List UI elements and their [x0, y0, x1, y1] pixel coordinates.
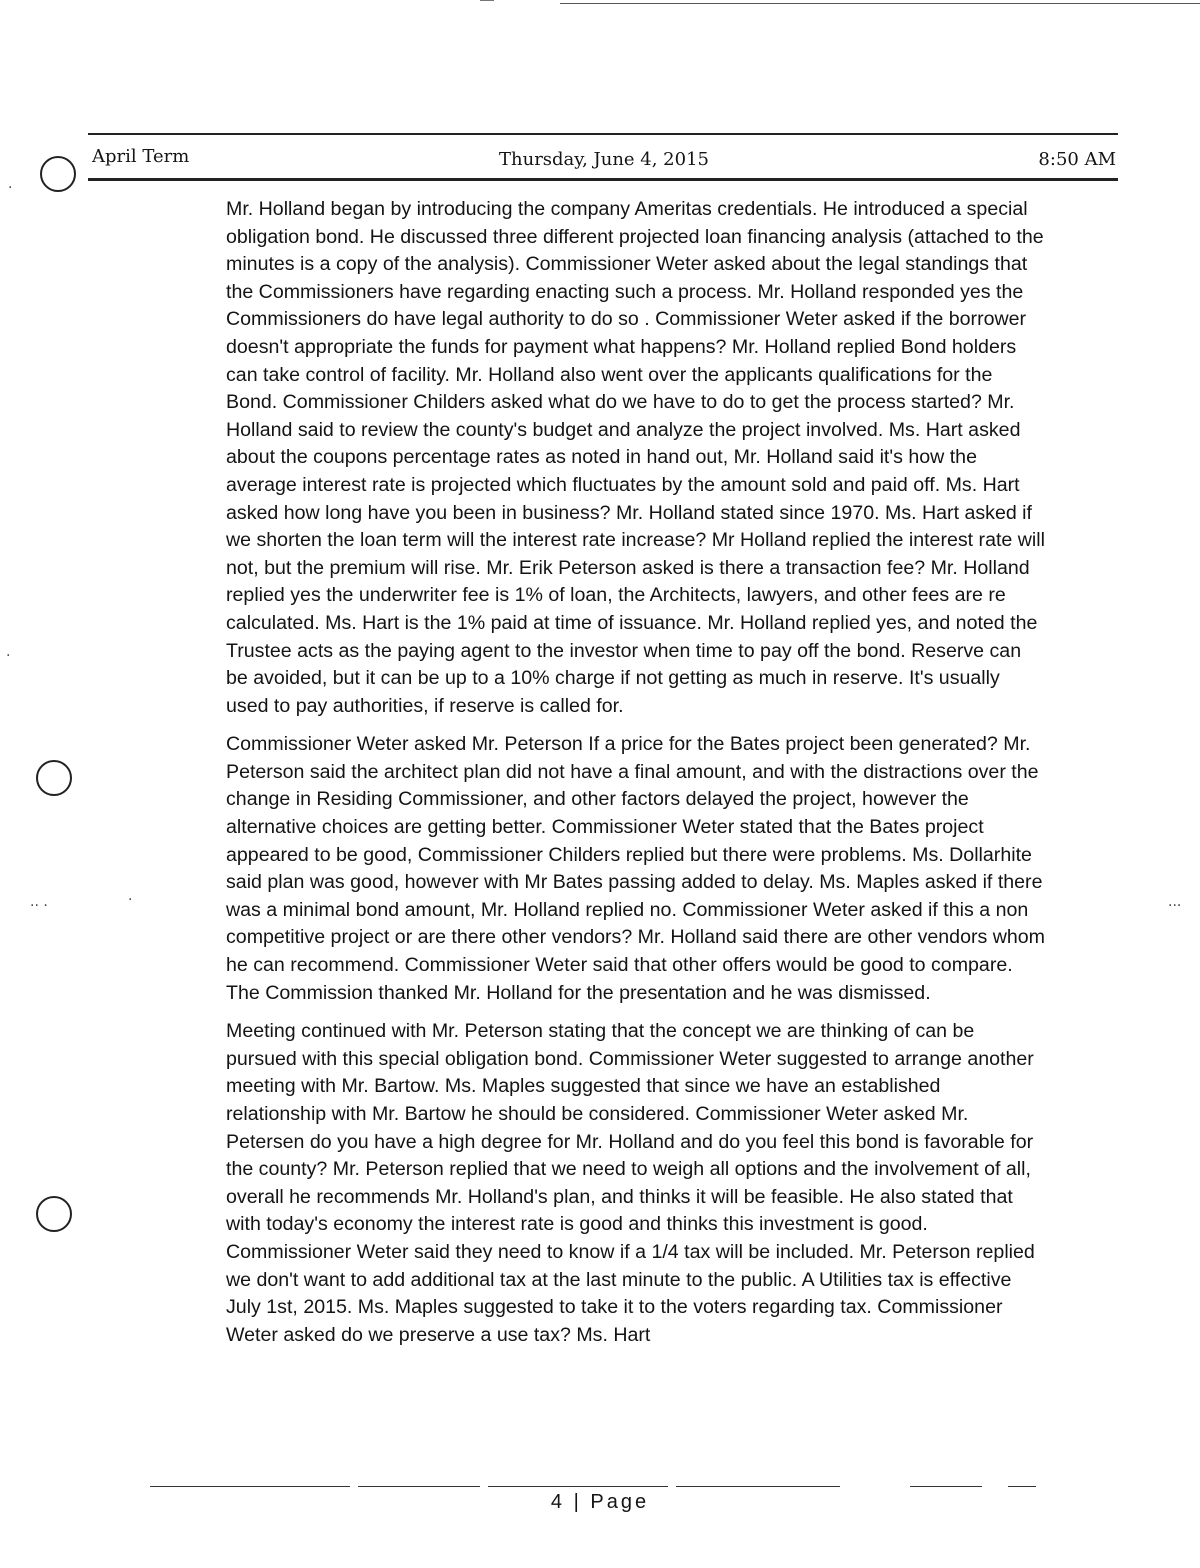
binder-hole-icon	[36, 760, 72, 796]
header-rule-top	[88, 133, 1118, 135]
binder-hole-icon	[40, 156, 76, 192]
footer-rule	[358, 1486, 480, 1487]
header-time: 8:50 AM	[1038, 149, 1116, 170]
scan-speck: ·	[8, 180, 13, 196]
paragraph: Mr. Holland began by introducing the company Ameritas credentials. He introduced a special obligation bond. He discussed three different projected loan financing analysis (attached to the minutes is a copy of the analysis). Commissioner Weter asked about the legal standings that the Commissioners have regarding enacting such a process. Mr. Holland responded yes the Commissioners do have legal authority to do so . Commissioner Weter asked if the borrower doesn't appropriate the funds for payment what happens? Mr. Holland replied Bond holders can take control of facility. Mr. Holland also went over the applicants qualifications for the Bond. Commissioner Childers asked what do we have to do to get the process started? Mr. Holland said to review the county's budget and analyze the project involved. Ms. Hart asked about the coupons percentage rates as noted in hand out, Mr. Holland said it's how the average interest rate is projected which fluctuates by the amount sold and paid off. Ms. Hart asked how long have you been in business? Mr. Holland stated since 1970. Ms. Hart asked if we shorten the loan term will the interest rate increase? Mr Holland replied the interest rate will not, but the premium will rise. Mr. Erik Peterson asked is there a transaction fee? Mr. Holland replied yes the underwriter fee is 1% of loan, the Architects, lawyers, and other fees are re calculated. Ms. Hart is the 1% paid at time of issuance. Mr. Holland replied yes, and noted the Trustee acts as the paying agent to the investor when time to pay off the bond. Reserve can be avoided, but it can be up to a 10% charge if not getting as much in reserve. It's usually used to pay authorities, if reserve is called for.	[226, 198, 1045, 717]
scan-speck: ···	[1168, 898, 1182, 914]
minutes-body	[226, 196, 1046, 1360]
paragraph: Meeting continued with Mr. Peterson stating that the concept we are thinking of can be pursued with this special obligation bond. Commissioner Weter suggested to arrange another meeting with Mr. Bartow. Ms. Maples suggested that since we have an established relationship with Mr. Bartow he should be considered. Commissioner Weter asked Mr. Petersen do you have a high degree for Mr. Holland and do you feel this bond is favorable for the county? Mr. Peterson replied that we need to weigh all options and the involvement of all, overall he recommends Mr. Holland's plan, and thinks it will be feasible. He also stated that with today's economy the interest rate is good and thinks this investment is good. Commissioner Weter said they need to know if a 1/4 tax will be included. Mr. Peterson replied we don't want to add additional tax at the last minute to the public. A Utilities tax is effective July 1st, 2015. Ms. Maples suggested to take it to the voters regarding tax. Commissioner Weter asked do we preserve a use tax? Ms. Hart	[226, 1020, 1035, 1346]
footer-rule	[910, 1486, 982, 1487]
header-term: April Term	[92, 146, 190, 167]
paragraph: Commissioner Weter asked Mr. Peterson If a price for the Bates project been generated? Mr. Peterson said the architect plan did not have a final amount, and with the distractions over the change in Residing Commissioner, and other factors delayed the project, however the alternative choices are getting better. Commissioner Weter stated that the Bates project appeared to be good, Commissioner Childers replied but there were problems. Ms. Dollarhite said plan was good, however with Mr Bates passing added to delay. Ms. Maples asked if there was a minimal bond amount, Mr. Holland replied no. Commissioner Weter asked if this a non competitive project or are there other vendors? Mr. Holland said there are other vendors whom he can recommend. Commissioner Weter said that other offers would be good to compare. The Commission thanked Mr. Holland for the presentation and he was dismissed.	[226, 733, 1045, 1004]
page-header	[92, 142, 1116, 172]
scan-speck: ·· ·	[30, 898, 48, 914]
scan-speck: ·	[6, 648, 11, 664]
footer-rule	[488, 1486, 668, 1487]
page-number: 4 | Page	[550, 1491, 650, 1513]
scan-mark-top	[480, 0, 494, 1]
header-rule-bottom	[88, 178, 1118, 181]
scan-speck: ·	[128, 892, 133, 908]
scan-rule-top	[560, 3, 1200, 4]
footer-rule	[1008, 1486, 1036, 1487]
footer-rule	[150, 1486, 350, 1487]
header-date: Thursday, June 4, 2015	[499, 149, 709, 170]
binder-hole-icon	[36, 1196, 72, 1232]
footer-rule	[676, 1486, 840, 1487]
